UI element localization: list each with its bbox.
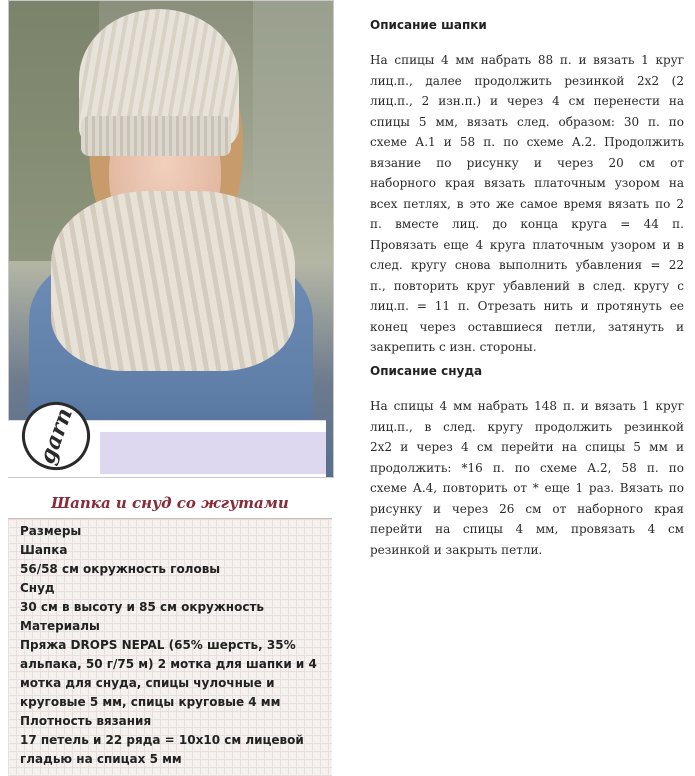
text-line: лиц.п. = 11 п. Отрезать нить и протянуть ее (370, 299, 684, 313)
text-line: схеме А.1 и 58 п. по схеме А.2. Продолжить (370, 135, 684, 149)
photo-background (253, 1, 333, 201)
text-line: резинкой и закрыть петли. (370, 542, 543, 557)
text-line: п., повторить круг убавлений в след. кругу с (370, 278, 684, 293)
text-line: схеме А.4, повторить от * еще 1 раз. Вязать по (370, 481, 684, 495)
text-line: рисунку и через 26 см от наборного края (370, 501, 684, 516)
hat-description (370, 50, 684, 358)
details-line: гладью на спицах 5 мм (20, 752, 182, 766)
text-line: лиц.п., далее продолжить резинкой 2х2 (2 (370, 73, 684, 88)
text-line: след. кругу снова выполнить убавления = 22 (370, 258, 684, 272)
details-line: Плотность вязания (20, 714, 152, 728)
text-line: перейти на спицы 4 мм, провязать 4 см (370, 522, 684, 536)
details-line: 56/58 см окружность головы (20, 562, 221, 576)
snood-description-title: Описание снуда (370, 364, 483, 378)
text-line: спицы 5 мм, вязать след. образом: 30 п. по (370, 114, 684, 129)
text-line: п. вместе лиц. до конца круга = 44 п. (370, 217, 684, 231)
details-line: Размеры (20, 524, 82, 538)
text-line: 2х2 и через 4 см перейти на спицы 5 мм и (370, 440, 684, 454)
knitted-snood (51, 191, 295, 371)
left-column (8, 0, 334, 776)
details-line: Пряжа DROPS NEPAL (65% шерсть, 35% (20, 638, 296, 652)
snood-description (370, 396, 684, 560)
text-line: Провязать еще 4 круга платочным узором и в (370, 237, 684, 252)
text-line: вязание по рисунку и через 20 см от (370, 155, 684, 170)
details-line: 30 см в высоту и 85 см окружность (20, 600, 265, 614)
text-line: продолжить: *16 п. по схеме А.2, 58 п. по (370, 460, 684, 475)
details-line: Материалы (20, 619, 100, 633)
details-line: 17 петель и 22 ряда = 10х10 см лицевой (20, 733, 304, 747)
hat-ribbing (81, 116, 231, 156)
text-line: конец через оставшиеся петли, затянуть и (370, 319, 684, 334)
text-line: наборного края вязать платочным узором на (370, 176, 684, 190)
text-line: закрепить с изн. стороны. (370, 340, 537, 354)
details-line: альпака, 50 г/75 м) 2 мотка для шапки и 4 (20, 657, 317, 671)
details-line: мотка для снуда, спицы чулочные и (20, 676, 275, 690)
details-line: Шапка (20, 543, 68, 557)
text-line: На спицы 4 мм набрать 88 п. и вязать 1 круг (370, 53, 684, 67)
pattern-title: Шапка и снуд со жгутами (51, 494, 289, 512)
text-line: лиц.п., 2 изн.п.) и через 4 см перенести на (370, 94, 684, 108)
logo-banner (100, 432, 326, 474)
details-line: Снуд (20, 581, 55, 595)
logo-text: garn (33, 404, 79, 468)
text-line: всех петлях, в это же самое время вязать по 2 (370, 196, 684, 211)
text-line: На спицы 4 мм набрать 148 п. и вязать 1 круг (370, 399, 684, 413)
details-panel (8, 519, 332, 776)
text-line: лиц.п., в след. кругу продолжить резинкой (370, 419, 684, 434)
hat-description-title: Описание шапки (370, 18, 487, 32)
details-line: круговые 5 мм, спицы круговые 4 мм (20, 695, 281, 709)
